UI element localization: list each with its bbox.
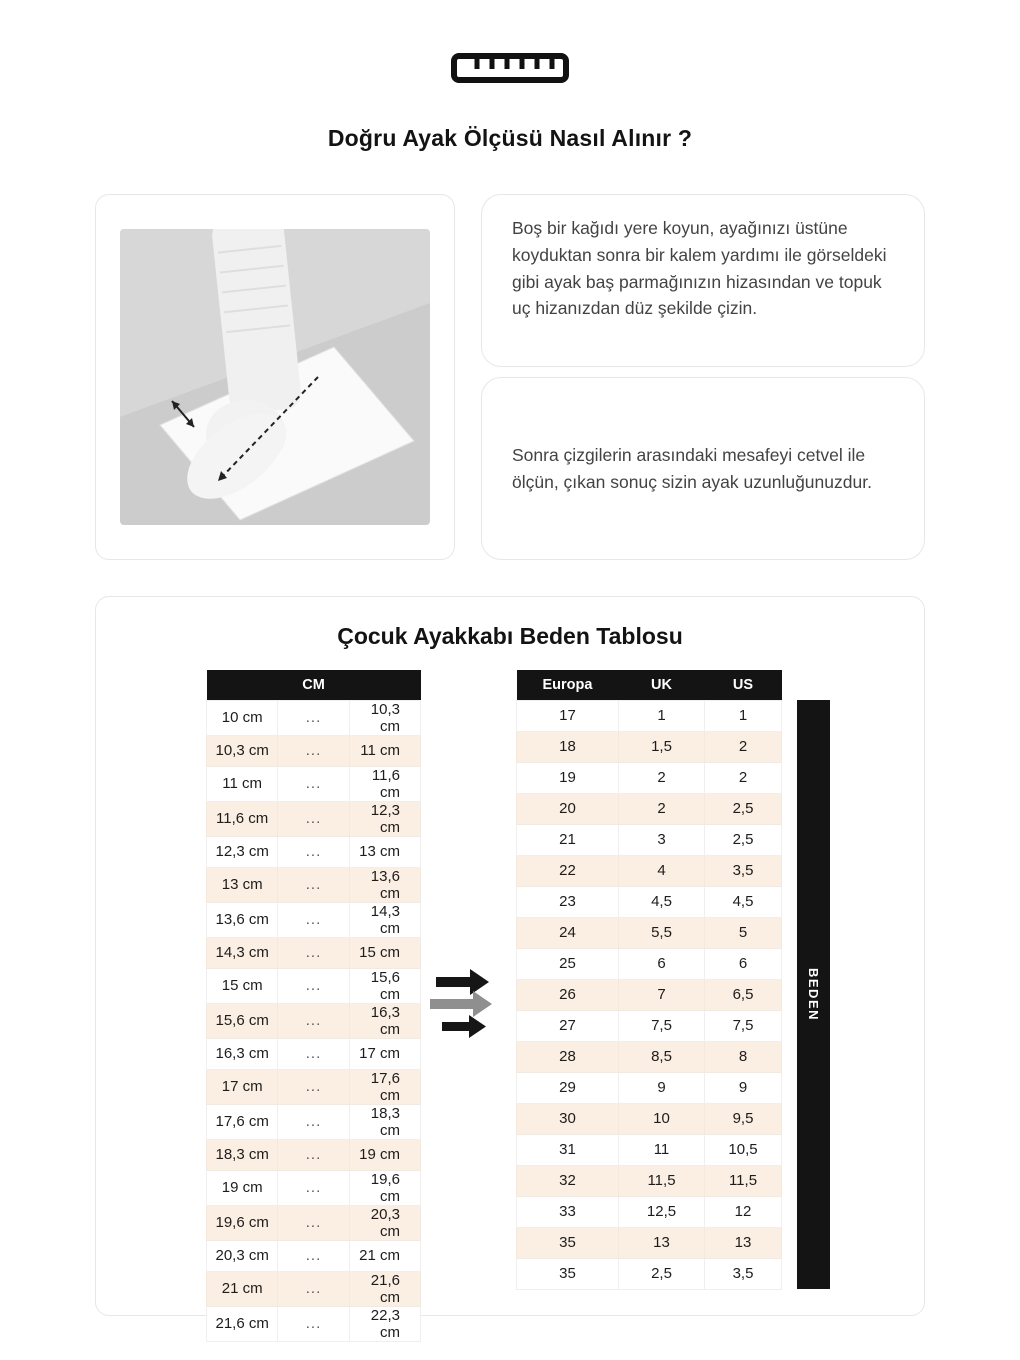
size-table-row-cell: 10,5 <box>705 1134 782 1165</box>
measure-section <box>0 194 1020 560</box>
size-table-row-cell: 26 <box>517 979 619 1010</box>
cm-table-row-cell: 17,6 cm <box>349 1069 420 1104</box>
ruler-icon <box>451 52 569 84</box>
size-table-row-cell: 6 <box>705 948 782 979</box>
size-table-row-cell: 11,5 <box>705 1165 782 1196</box>
cm-table-row-cell: ... <box>278 1306 349 1341</box>
cm-table-row-cell: 12,3 cm <box>349 801 420 836</box>
size-table-row-cell: 9 <box>705 1072 782 1103</box>
cm-table-row <box>207 836 421 867</box>
cm-table-row <box>207 1104 421 1139</box>
size-chart-title: Çocuk Ayakkabı Beden Tablosu <box>337 623 683 649</box>
beden-side-label: BEDEN <box>806 967 821 1021</box>
size-table-row <box>517 762 782 793</box>
size-table-row <box>517 824 782 855</box>
size-chart-card <box>95 596 925 1341</box>
cm-table-row-cell: ... <box>278 1170 349 1205</box>
size-table-row-cell: 35 <box>517 1258 619 1289</box>
cm-table-header: CM <box>207 670 421 700</box>
size-table-row-cell: 2,5 <box>619 1258 705 1289</box>
size-table-row-cell: 1 <box>619 700 705 731</box>
size-table-row <box>517 700 782 731</box>
size-table-row <box>517 917 782 948</box>
cm-table-row-cell: 16,3 cm <box>349 1003 420 1038</box>
size-table-row <box>517 1072 782 1103</box>
cm-table-row-cell: 15,6 cm <box>349 968 420 1003</box>
cm-table-row <box>207 1205 421 1240</box>
instruction-column <box>481 194 925 560</box>
cm-table-row-cell: 11,6 cm <box>349 766 420 801</box>
cm-table-row-cell: 20,3 cm <box>349 1205 420 1240</box>
cm-table-row <box>207 700 421 735</box>
size-table-row-cell: 1,5 <box>619 731 705 762</box>
size-table-row <box>517 1010 782 1041</box>
cm-table-row-cell: 10,3 cm <box>349 700 420 735</box>
size-table-header-uk: UK <box>619 670 705 700</box>
size-table-header-row <box>517 670 782 700</box>
cm-table-row <box>207 1038 421 1069</box>
cm-table-row <box>207 1139 421 1170</box>
size-table-row-cell: 4,5 <box>705 886 782 917</box>
size-table-row <box>517 979 782 1010</box>
page-header <box>0 0 1020 152</box>
size-table-row-cell: 22 <box>517 855 619 886</box>
cm-table-row-cell: ... <box>278 902 349 937</box>
size-table-row-cell: 8 <box>705 1041 782 1072</box>
cm-table-row <box>207 902 421 937</box>
size-table-row-cell: 35 <box>517 1227 619 1258</box>
cm-table-row-cell: 14,3 cm <box>349 902 420 937</box>
cm-table-row-cell: 21 cm <box>207 1271 278 1306</box>
size-table-row-cell: 2,5 <box>705 793 782 824</box>
cm-table-row <box>207 1306 421 1341</box>
cm-table-row-cell: ... <box>278 867 349 902</box>
size-table-row <box>517 855 782 886</box>
foot-measurement-photo <box>120 229 430 525</box>
cm-table-row-cell: 21,6 cm <box>349 1271 420 1306</box>
instruction-step-1 <box>481 194 925 367</box>
size-table-row <box>517 1103 782 1134</box>
size-table-row-cell: 11,5 <box>619 1165 705 1196</box>
size-table-row-cell: 13 <box>619 1227 705 1258</box>
size-table-row-cell: 3,5 <box>705 855 782 886</box>
size-table-header-us: US <box>705 670 782 700</box>
instruction-step-2 <box>481 377 925 560</box>
instruction-step-1-text: Boş bir kağıdı yere koyun, ayağınızı üstüne koyduktan sonra bir kalem yardımı ile görseldeki gibi ayak baş parmağınızın hizasından ve topuk uç hizanızdan düz şekilde çizin. <box>512 218 887 319</box>
size-table-row-cell: 13 <box>705 1227 782 1258</box>
cm-table-row-cell: 15 cm <box>207 968 278 1003</box>
cm-table-row-cell: ... <box>278 1003 349 1038</box>
size-table-row-cell: 24 <box>517 917 619 948</box>
size-table-header-europa: Europa <box>517 670 619 700</box>
cm-table-row <box>207 735 421 766</box>
cm-table-row <box>207 1170 421 1205</box>
cm-table-row-cell: 10,3 cm <box>207 735 278 766</box>
size-table-row-cell: 30 <box>517 1103 619 1134</box>
size-table-row <box>517 886 782 917</box>
cm-table-row-cell: ... <box>278 937 349 968</box>
cm-table-row-cell: ... <box>278 1271 349 1306</box>
cm-table-row-cell: ... <box>278 1205 349 1240</box>
cm-table-row <box>207 968 421 1003</box>
cm-table-body <box>207 700 421 1341</box>
size-table-row-cell: 18 <box>517 731 619 762</box>
size-table <box>516 670 782 1290</box>
size-chart-tables <box>96 670 924 1342</box>
conversion-arrows-icon <box>421 965 516 1047</box>
cm-table-row-cell: 22,3 cm <box>349 1306 420 1341</box>
cm-table-row-cell: 21 cm <box>349 1240 420 1271</box>
size-table-row-cell: 4 <box>619 855 705 886</box>
size-table-row-cell: 3 <box>619 824 705 855</box>
size-table-row <box>517 948 782 979</box>
cm-table-row-cell: 20,3 cm <box>207 1240 278 1271</box>
size-table-row <box>517 793 782 824</box>
cm-table-row-cell: 17 cm <box>349 1038 420 1069</box>
size-table-row-cell: 7,5 <box>619 1010 705 1041</box>
cm-table-row-cell: 16,3 cm <box>207 1038 278 1069</box>
size-table-row <box>517 1041 782 1072</box>
cm-table-row-cell: 18,3 cm <box>207 1139 278 1170</box>
size-table-row-cell: 32 <box>517 1165 619 1196</box>
page-title: Doğru Ayak Ölçüsü Nasıl Alınır ? <box>327 125 693 151</box>
cm-table-row-cell: 17 cm <box>207 1069 278 1104</box>
cm-table-row-cell: ... <box>278 1104 349 1139</box>
size-table-row-cell: 23 <box>517 886 619 917</box>
cm-table-row-cell: 14,3 cm <box>207 937 278 968</box>
cm-table-row-cell: 15,6 cm <box>207 1003 278 1038</box>
cm-table-row <box>207 1069 421 1104</box>
cm-table-row-cell: ... <box>278 1069 349 1104</box>
size-table-row-cell: 21 <box>517 824 619 855</box>
size-table-row-cell: 7,5 <box>705 1010 782 1041</box>
size-table-row-cell: 27 <box>517 1010 619 1041</box>
size-table-row <box>517 1134 782 1165</box>
size-table-row-cell: 9 <box>619 1072 705 1103</box>
size-table-body <box>517 700 782 1289</box>
size-table-row-cell: 4,5 <box>619 886 705 917</box>
cm-table-row-cell: 11 cm <box>207 766 278 801</box>
size-table-row-cell: 7 <box>619 979 705 1010</box>
instruction-step-2-text: Sonra çizgilerin arasındaki mesafeyi cetvel ile ölçün, çıkan sonuç sizin ayak uzunluğunuzdur. <box>512 444 872 492</box>
cm-table-row-cell: ... <box>278 836 349 867</box>
size-table-row-cell: 20 <box>517 793 619 824</box>
size-table-row-cell: 5 <box>705 917 782 948</box>
cm-table-row-cell: 19,6 cm <box>207 1205 278 1240</box>
size-table-row-cell: 3,5 <box>705 1258 782 1289</box>
cm-table-row-cell: 13,6 cm <box>207 902 278 937</box>
cm-table-row-cell: 17,6 cm <box>207 1104 278 1139</box>
size-table-row-cell: 33 <box>517 1196 619 1227</box>
size-table-row-cell: 28 <box>517 1041 619 1072</box>
cm-table-row-cell: ... <box>278 1038 349 1069</box>
cm-table-row-cell: 19,6 cm <box>349 1170 420 1205</box>
cm-table-row <box>207 1271 421 1306</box>
cm-table-row-cell: ... <box>278 801 349 836</box>
cm-table-row <box>207 1003 421 1038</box>
foot-photo-card <box>95 194 455 560</box>
cm-table-row-cell: 12,3 cm <box>207 836 278 867</box>
size-table-row-cell: 12,5 <box>619 1196 705 1227</box>
size-table-row-cell: 2 <box>619 762 705 793</box>
size-table-row-cell: 2 <box>619 793 705 824</box>
size-table-row-cell: 6,5 <box>705 979 782 1010</box>
cm-table-row-cell: ... <box>278 735 349 766</box>
size-table-row-cell: 6 <box>619 948 705 979</box>
cm-table-row-cell: 11,6 cm <box>207 801 278 836</box>
cm-table-row-cell: 13 cm <box>207 867 278 902</box>
size-table-row <box>517 1258 782 1289</box>
cm-table-row-cell: 18,3 cm <box>349 1104 420 1139</box>
cm-table-header-row <box>207 670 421 700</box>
cm-table-row-cell: 13,6 cm <box>349 867 420 902</box>
cm-table-row-cell: ... <box>278 1139 349 1170</box>
cm-table-row-cell: ... <box>278 1240 349 1271</box>
cm-table-row-cell: 15 cm <box>349 937 420 968</box>
cm-table-row-cell: 11 cm <box>349 735 420 766</box>
size-table-row-cell: 17 <box>517 700 619 731</box>
cm-table-row <box>207 766 421 801</box>
size-table-row-cell: 25 <box>517 948 619 979</box>
cm-table <box>206 670 421 1342</box>
size-table-row <box>517 1165 782 1196</box>
size-table-row-cell: 12 <box>705 1196 782 1227</box>
size-table-row <box>517 1227 782 1258</box>
size-table-row-cell: 2 <box>705 731 782 762</box>
size-table-row-cell: 1 <box>705 700 782 731</box>
cm-table-row <box>207 801 421 836</box>
cm-table-row <box>207 937 421 968</box>
size-table-row-cell: 11 <box>619 1134 705 1165</box>
cm-table-row <box>207 1240 421 1271</box>
cm-table-row-cell: ... <box>278 968 349 1003</box>
cm-table-row-cell: 13 cm <box>349 836 420 867</box>
size-table-row-cell: 2,5 <box>705 824 782 855</box>
cm-table-row-cell: 19 cm <box>349 1139 420 1170</box>
size-table-row-cell: 31 <box>517 1134 619 1165</box>
size-table-row-cell: 29 <box>517 1072 619 1103</box>
size-table-row-cell: 10 <box>619 1103 705 1134</box>
cm-table-row-cell: ... <box>278 766 349 801</box>
cm-table-row <box>207 867 421 902</box>
beden-side-bar <box>797 700 830 1289</box>
size-table-row-cell: 2 <box>705 762 782 793</box>
cm-table-row-cell: 10 cm <box>207 700 278 735</box>
size-table-row <box>517 1196 782 1227</box>
size-table-row <box>517 731 782 762</box>
cm-table-row-cell: 21,6 cm <box>207 1306 278 1341</box>
size-table-row-cell: 8,5 <box>619 1041 705 1072</box>
size-table-row-cell: 5,5 <box>619 917 705 948</box>
cm-table-row-cell: ... <box>278 700 349 735</box>
size-table-row-cell: 19 <box>517 762 619 793</box>
size-table-row-cell: 9,5 <box>705 1103 782 1134</box>
cm-table-row-cell: 19 cm <box>207 1170 278 1205</box>
